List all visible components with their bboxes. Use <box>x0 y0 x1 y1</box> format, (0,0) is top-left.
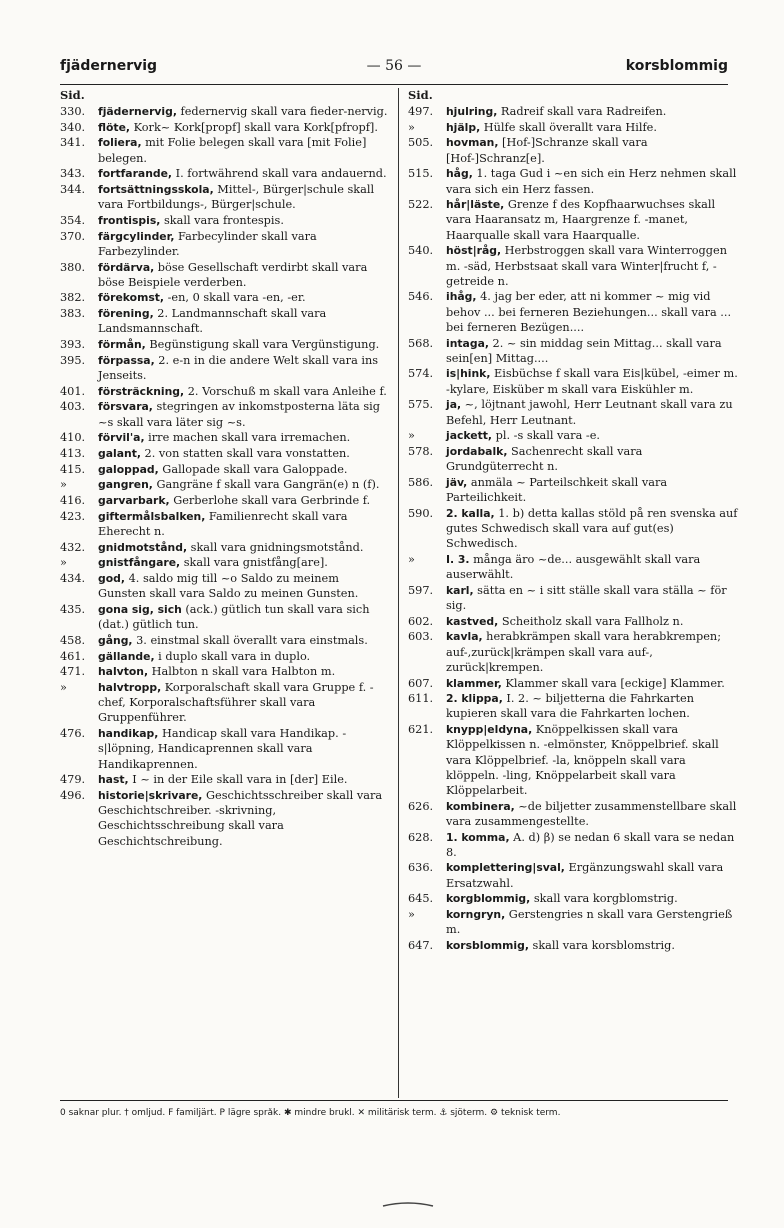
left-column <box>60 88 390 849</box>
page-reference: 476. <box>60 727 86 741</box>
page-reference: 380. <box>60 260 86 274</box>
headword: korgblommig, <box>446 892 531 906</box>
headword: god, <box>98 572 125 586</box>
headword: kastved, <box>446 614 499 628</box>
dictionary-entry <box>408 397 738 427</box>
dictionary-entry <box>60 540 390 555</box>
page-reference: » <box>408 908 415 922</box>
dictionary-entry <box>60 772 390 787</box>
dictionary-entry <box>408 135 738 165</box>
page-reference: 403. <box>60 400 86 414</box>
dictionary-entry <box>408 629 738 675</box>
page-reference: 340. <box>60 120 86 134</box>
correction-text: 4. saldo mig till ~o Saldo zu meinem Gunsten skall vara Saldo zu meinen Gunsten. <box>98 572 359 601</box>
headword: jordabalk, <box>446 444 508 458</box>
dictionary-entry <box>60 399 390 429</box>
correction-text: Ergänzungswahl skall vara Ersatzwahl. <box>446 861 724 890</box>
correction-text: Halbton n skall vara Halbton m. <box>148 665 336 679</box>
page-reference: 647. <box>408 938 434 952</box>
headword: gnidmotstånd, <box>98 540 188 554</box>
headword: förekomst, <box>98 291 165 305</box>
correction-text: -en, 0 skall vara -en, -er. <box>164 291 306 305</box>
dictionary-entry <box>60 633 390 648</box>
dictionary-entry <box>408 475 738 505</box>
correction-text: Farbecylinder skall vara Farbezylinder. <box>98 229 317 258</box>
headword: 1. komma, <box>446 830 510 844</box>
page-reference: 330. <box>60 105 86 118</box>
dictionary-entry <box>60 430 390 445</box>
dictionary-entry <box>60 135 390 165</box>
headword: gällande, <box>98 649 155 663</box>
headword: förening, <box>98 307 154 321</box>
correction-text: I. fortwährend skall vara andauernd. <box>172 167 387 181</box>
page-reference: 401. <box>60 384 86 398</box>
dictionary-entry <box>408 583 738 613</box>
dictionary-entry <box>60 120 390 135</box>
sid-label: Sid. <box>408 88 433 102</box>
dictionary-entry <box>408 366 738 396</box>
correction-text: pl. -s skall vara -e. <box>492 429 600 443</box>
page-reference: 370. <box>60 229 86 243</box>
dictionary-entry <box>408 289 738 335</box>
correction-text: Grenze f des Kopfhaarwuchses skall vara Haaransatz m, Haargrenze f. -manet, Haarqualle skall vara Haarqualle. <box>446 198 716 242</box>
page-reference: 343. <box>60 167 86 181</box>
page-reference: 626. <box>408 799 434 813</box>
correction-text: skall vara korsblomstrig. <box>528 938 675 952</box>
dictionary-entry <box>408 336 738 366</box>
dictionary-entry <box>408 166 738 196</box>
headword: försvara, <box>98 400 153 414</box>
correction-text: Hülfe skall överallt vara Hilfe. <box>480 120 657 134</box>
page-reference: 344. <box>60 183 86 197</box>
headword: färgcylinder, <box>98 229 175 243</box>
dictionary-entry <box>408 104 738 119</box>
correction-text: Sachenrecht skall vara Grundgüterrecht n. <box>446 444 643 474</box>
correction-text: 4. jag ber eder, att ni kommer ~ mig vid behov ... bei ferneren Beziehungen... skall vara ... bei ferneren Bezügen.... <box>446 290 732 334</box>
headword: jackett, <box>446 429 493 443</box>
dictionary-entry <box>60 788 390 849</box>
headword: gnistfångare, <box>98 556 181 570</box>
dictionary-entry <box>60 213 390 228</box>
sid-label: Sid. <box>60 88 85 102</box>
correction-text: Herbstroggen skall vara Winterroggen m. -säd, Herbstsaat skall vara Winter|frucht f, -getreide n. <box>446 244 727 288</box>
headword: håg, <box>446 167 473 181</box>
dictionary-entry <box>60 649 390 664</box>
dictionary-entry <box>408 691 738 721</box>
page-reference: 574. <box>408 367 434 381</box>
dictionary-entry <box>60 555 390 570</box>
correction-text: i duplo skall vara in duplo. <box>154 649 311 663</box>
headword: historie|skrivare, <box>98 788 203 802</box>
correction-text: böse Gesellschaft verdirbt skall vara böse Beispiele verderben. <box>98 260 368 289</box>
page-reference: 602. <box>408 614 434 628</box>
headword: hjulring, <box>446 105 498 118</box>
correction-text: I ~ in der Eile skall vara in [der] Eile. <box>128 773 348 787</box>
dictionary-entry <box>60 571 390 601</box>
dictionary-entry <box>408 120 738 135</box>
headword: klammer, <box>446 676 502 690</box>
correction-text: skall vara korgblomstrig. <box>530 892 678 906</box>
headword: komplettering|sval, <box>446 861 565 875</box>
page-reference: 423. <box>60 509 86 523</box>
headword: hast, <box>98 773 129 787</box>
header-left-word: fjädernervig <box>60 58 158 74</box>
headword: förpassa, <box>98 353 155 367</box>
headword: is|hink, <box>446 367 491 381</box>
correction-text: Familienrecht skall vara Eherecht n. <box>98 509 348 538</box>
dictionary-entry <box>408 938 738 953</box>
page-reference: 458. <box>60 633 86 647</box>
headword: giftermålsbalken, <box>98 509 206 523</box>
headword: handikap, <box>98 727 159 741</box>
page-reference: 611. <box>408 692 434 706</box>
page-reference: 546. <box>408 290 434 304</box>
page-reference: 471. <box>60 665 86 679</box>
dictionary-entry <box>60 229 390 259</box>
dictionary-entry <box>60 602 390 632</box>
correction-text: 2. Vorschuß m skall vara Anleihe f. <box>184 384 387 398</box>
correction-text: 2. ~ sin middag sein Mittag... skall vara sein[en] Mittag.... <box>446 336 722 365</box>
correction-text: skall vara frontespis. <box>160 213 284 227</box>
page-reference: 393. <box>60 338 86 352</box>
headword: hår|läste, <box>446 198 505 212</box>
headword: fortfarande, <box>98 167 173 181</box>
dictionary-entry <box>60 104 390 119</box>
correction-text: Geschichtsschreiber skall vara Geschichtschreiber. -skrivning, Geschichtsschreibung skall vara Geschichtschreibung. <box>98 788 383 848</box>
correction-text: Scheitholz skall vara Fallholz n. <box>498 614 684 628</box>
dictionary-entry <box>408 830 738 860</box>
page-reference: 597. <box>408 583 434 597</box>
correction-text: federnervig skall vara fieder-nervig. <box>176 105 388 118</box>
page-reference: 383. <box>60 307 86 321</box>
correction-text: Korporalschaft skall vara Gruppe f. -chef, Korporalschaftsführer skall vara Gruppenführer. <box>98 681 374 725</box>
dictionary-entry <box>60 353 390 383</box>
dictionary-entry <box>60 384 390 399</box>
correction-text: irre machen skall vara irremachen. <box>144 431 351 445</box>
headword: kavla, <box>446 630 483 644</box>
correction-text: anmäla ~ Parteilschkeit skall vara Parteilichkeit. <box>446 475 668 505</box>
page-reference: 621. <box>408 723 434 737</box>
page-reference: 540. <box>408 244 434 258</box>
right-column <box>408 88 738 954</box>
correction-text: Kork~ Kork[propf] skall vara Kork[pfropf]. <box>130 120 378 134</box>
page-reference: » <box>60 681 67 695</box>
page-reference: » <box>408 552 415 566</box>
dictionary-entry <box>408 243 738 289</box>
page-reference: 568. <box>408 336 434 350</box>
headword: halvtropp, <box>98 681 162 695</box>
page-reference: » <box>408 120 415 134</box>
dictionary-entry <box>408 860 738 890</box>
correction-text: Klammer skall vara [eckige] Klammer. <box>501 676 725 690</box>
printer-mark <box>378 1200 438 1210</box>
headword: garvarbark, <box>98 494 170 508</box>
footer-rule <box>60 1100 728 1101</box>
correction-text: [Hof-]Schranze skall vara [Hof-]Schranz[e]. <box>446 136 648 165</box>
page-reference: 607. <box>408 676 434 690</box>
correction-text: (ack.) gütlich tun skall vara sich (dat.) gütlich tun. <box>98 603 370 632</box>
correction-text: ~de biljetter zusammenstellbare skall vara zusammengestellte. <box>446 799 737 828</box>
page-reference: 586. <box>408 475 434 489</box>
dictionary-entry <box>60 726 390 772</box>
headword: jäv, <box>446 475 468 489</box>
page-header <box>60 58 728 80</box>
page-reference: 522. <box>408 198 434 212</box>
headword: galoppad, <box>98 462 159 476</box>
dictionary-entry <box>60 260 390 290</box>
headword: intaga, <box>446 336 489 350</box>
dictionary-entry <box>60 477 390 492</box>
page-reference: 636. <box>408 861 434 875</box>
correction-text: Gangräne f skall vara Gangrän(e) n (f). <box>152 478 380 492</box>
headword: gång, <box>98 633 133 647</box>
headword: frontispis, <box>98 213 161 227</box>
correction-text: stegringen av inkomstposterna läta sig ~s skall vara läter sig ~s. <box>98 400 381 429</box>
headword: gona sig, sich <box>98 603 182 616</box>
correction-text: skall vara gnidningsmotstånd. <box>187 540 364 554</box>
page-reference: 505. <box>408 136 434 150</box>
dictionary-entry <box>408 506 738 552</box>
dictionary-entry <box>60 337 390 352</box>
headword: knypp|eldyna, <box>446 723 533 737</box>
dictionary-entry <box>408 614 738 629</box>
dictionary-entry <box>408 722 738 798</box>
correction-text: Knöppelkissen skall vara Klöppelkissen n. -elmönster, Knöppelbrief. skall vara Klöppelbrief. -la, knöppeln skall vara klöppeln. -ling, Knöppelarbeit skall vara Klöppelarbeit. <box>446 723 719 797</box>
correction-text: I. 2. ~ biljetterna die Fahrkarten kupieren skall vara die Fahrkarten lochen. <box>446 692 694 721</box>
headword: kombinera, <box>446 799 515 813</box>
headword: foliera, <box>98 136 142 150</box>
page-reference: 354. <box>60 213 86 227</box>
headword: korngryn, <box>446 908 506 922</box>
headword: fördärva, <box>98 260 155 274</box>
page-reference: 413. <box>60 446 86 460</box>
page-reference: 496. <box>60 788 86 802</box>
dictionary-entry <box>60 166 390 181</box>
correction-text: 2. von statten skall vara vonstatten. <box>140 446 350 460</box>
dictionary-entry <box>408 676 738 691</box>
dictionary-entry <box>408 444 738 474</box>
headword: höst|råg, <box>446 244 502 258</box>
page-reference: 410. <box>60 431 86 445</box>
headword: fjädernervig, <box>98 105 177 118</box>
column-divider <box>398 88 399 1098</box>
dictionary-entry <box>60 664 390 679</box>
correction-text: Mittel-, Bürger|schule skall vara Fortbildungs-, Bürger|schule. <box>98 183 375 212</box>
correction-text: 2. Landmannschaft skall vara Landsmannschaft. <box>98 307 327 336</box>
page-number: — 56 — <box>366 58 422 74</box>
correction-text: 2. e-n in die andere Welt skall vara ins Jenseits. <box>98 353 379 382</box>
headword: hovman, <box>446 136 499 150</box>
correction-text: Gallopade skall vara Galoppade. <box>158 462 348 476</box>
correction-text: Gerberlohe skall vara Gerbrinde f. <box>169 494 371 508</box>
page-reference: » <box>408 429 415 443</box>
dictionary-entry <box>60 462 390 477</box>
page-reference: 434. <box>60 572 86 586</box>
correction-text: sätta en ~ i sitt ställe skall vara ställa ~ för sig. <box>446 583 727 612</box>
page-reference: 432. <box>60 540 86 554</box>
header-rule <box>60 84 728 85</box>
dictionary-entry <box>60 509 390 539</box>
correction-text: Radreif skall vara Radreifen. <box>497 105 667 118</box>
headword: korsblommig, <box>446 938 529 952</box>
correction-text: 1. b) detta kallas stöld på ren svenska auf gutes Schwedisch skall vara auf gut(es) Schwedisch. <box>446 506 738 551</box>
page-reference: 645. <box>408 892 434 906</box>
page-reference: 479. <box>60 773 86 787</box>
page-reference: 628. <box>408 830 434 844</box>
page-reference: 435. <box>60 603 86 616</box>
correction-text: 3. einstmal skall överallt vara einstmals. <box>132 633 368 647</box>
dictionary-entry <box>408 428 738 443</box>
dictionary-entry <box>60 493 390 508</box>
legend-footer: 0 saknar plur. † omljud. F familjärt. P lägre språk. ✱ mindre brukl. ✕ militärisk term. ⚓ sjöterm. ⚙ teknisk term. <box>60 1108 561 1118</box>
headword: ihåg, <box>446 290 477 304</box>
dictionary-entry <box>60 182 390 212</box>
dictionary-entry <box>60 446 390 461</box>
correction-text: ~, löjtnant jawohl, Herr Leutnant skall vara zu Befehl, Herr Leutnant. <box>446 398 733 427</box>
headword: gangren, <box>98 478 153 492</box>
dictionary-entry <box>408 552 738 582</box>
correction-text: skall vara gnistfång[are]. <box>180 556 328 570</box>
dictionary-entry <box>408 891 738 906</box>
page-reference: » <box>60 556 67 570</box>
correction-text: herabkrämpen skall vara herabkrempen; auf-,zurück|krämpen skall vara auf-, zurück|krempen. <box>446 630 721 674</box>
dictionary-entry <box>408 907 738 937</box>
page-reference: 590. <box>408 506 434 520</box>
headword: försträckning, <box>98 384 185 398</box>
page-reference: 461. <box>60 649 86 663</box>
page-reference: 395. <box>60 353 86 367</box>
headword: förmån, <box>98 338 146 352</box>
dictionary-entry <box>60 680 390 726</box>
headword: hjälp, <box>446 120 481 134</box>
dictionary-entry <box>60 306 390 336</box>
dictionary-entry <box>408 197 738 243</box>
dictionary-entry <box>60 290 390 305</box>
headword: 2. kalla, <box>446 506 495 520</box>
page-reference: » <box>60 478 67 492</box>
page-reference: 578. <box>408 444 434 458</box>
headword: förvil'a, <box>98 431 145 445</box>
correction-text: mit Folie belegen skall vara [mit Folie] belegen. <box>98 136 367 165</box>
headword: flöte, <box>98 120 131 134</box>
correction-text: Begünstigung skall vara Vergünstigung. <box>145 338 380 352</box>
header-right-word: korsblommig <box>625 58 728 74</box>
page-reference: 382. <box>60 291 86 305</box>
headword: ja, <box>446 398 462 412</box>
correction-text: A. d) β) se nedan 6 skall vara se nedan 8. <box>446 830 735 859</box>
page-reference: 603. <box>408 630 434 644</box>
headword: halvton, <box>98 665 149 679</box>
correction-text: Gerstengries n skall vara Gerstengrieß m. <box>446 908 733 937</box>
page-reference: 341. <box>60 136 86 150</box>
dictionary-entry <box>408 799 738 829</box>
headword: fortsättningsskola, <box>98 183 214 197</box>
page-reference: 515. <box>408 167 434 181</box>
headword: galant, <box>98 446 141 460</box>
correction-text: många äro ~de... ausgewählt skall vara auserwählt. <box>446 552 701 582</box>
headword: I. 3. <box>446 552 470 566</box>
page-reference: 416. <box>60 494 86 508</box>
page-reference: 415. <box>60 462 86 476</box>
correction-text: Eisbüchse f skall vara Eis|kübel, -eimer m. -kylare, Eisküber m skall vara Eiskühler m. <box>446 367 738 396</box>
page-reference: 497. <box>408 105 434 118</box>
headword: karl, <box>446 583 474 597</box>
page-reference: 575. <box>408 398 434 412</box>
correction-text: 1. taga Gud i ~en sich ein Herz nehmen skall vara sich ein Herz fassen. <box>446 167 737 196</box>
headword: 2. klippa, <box>446 692 503 706</box>
correction-text: Handicap skall vara Handikap. -s|löpning, Handicaprennen skall vara Handikaprennen. <box>98 727 347 771</box>
